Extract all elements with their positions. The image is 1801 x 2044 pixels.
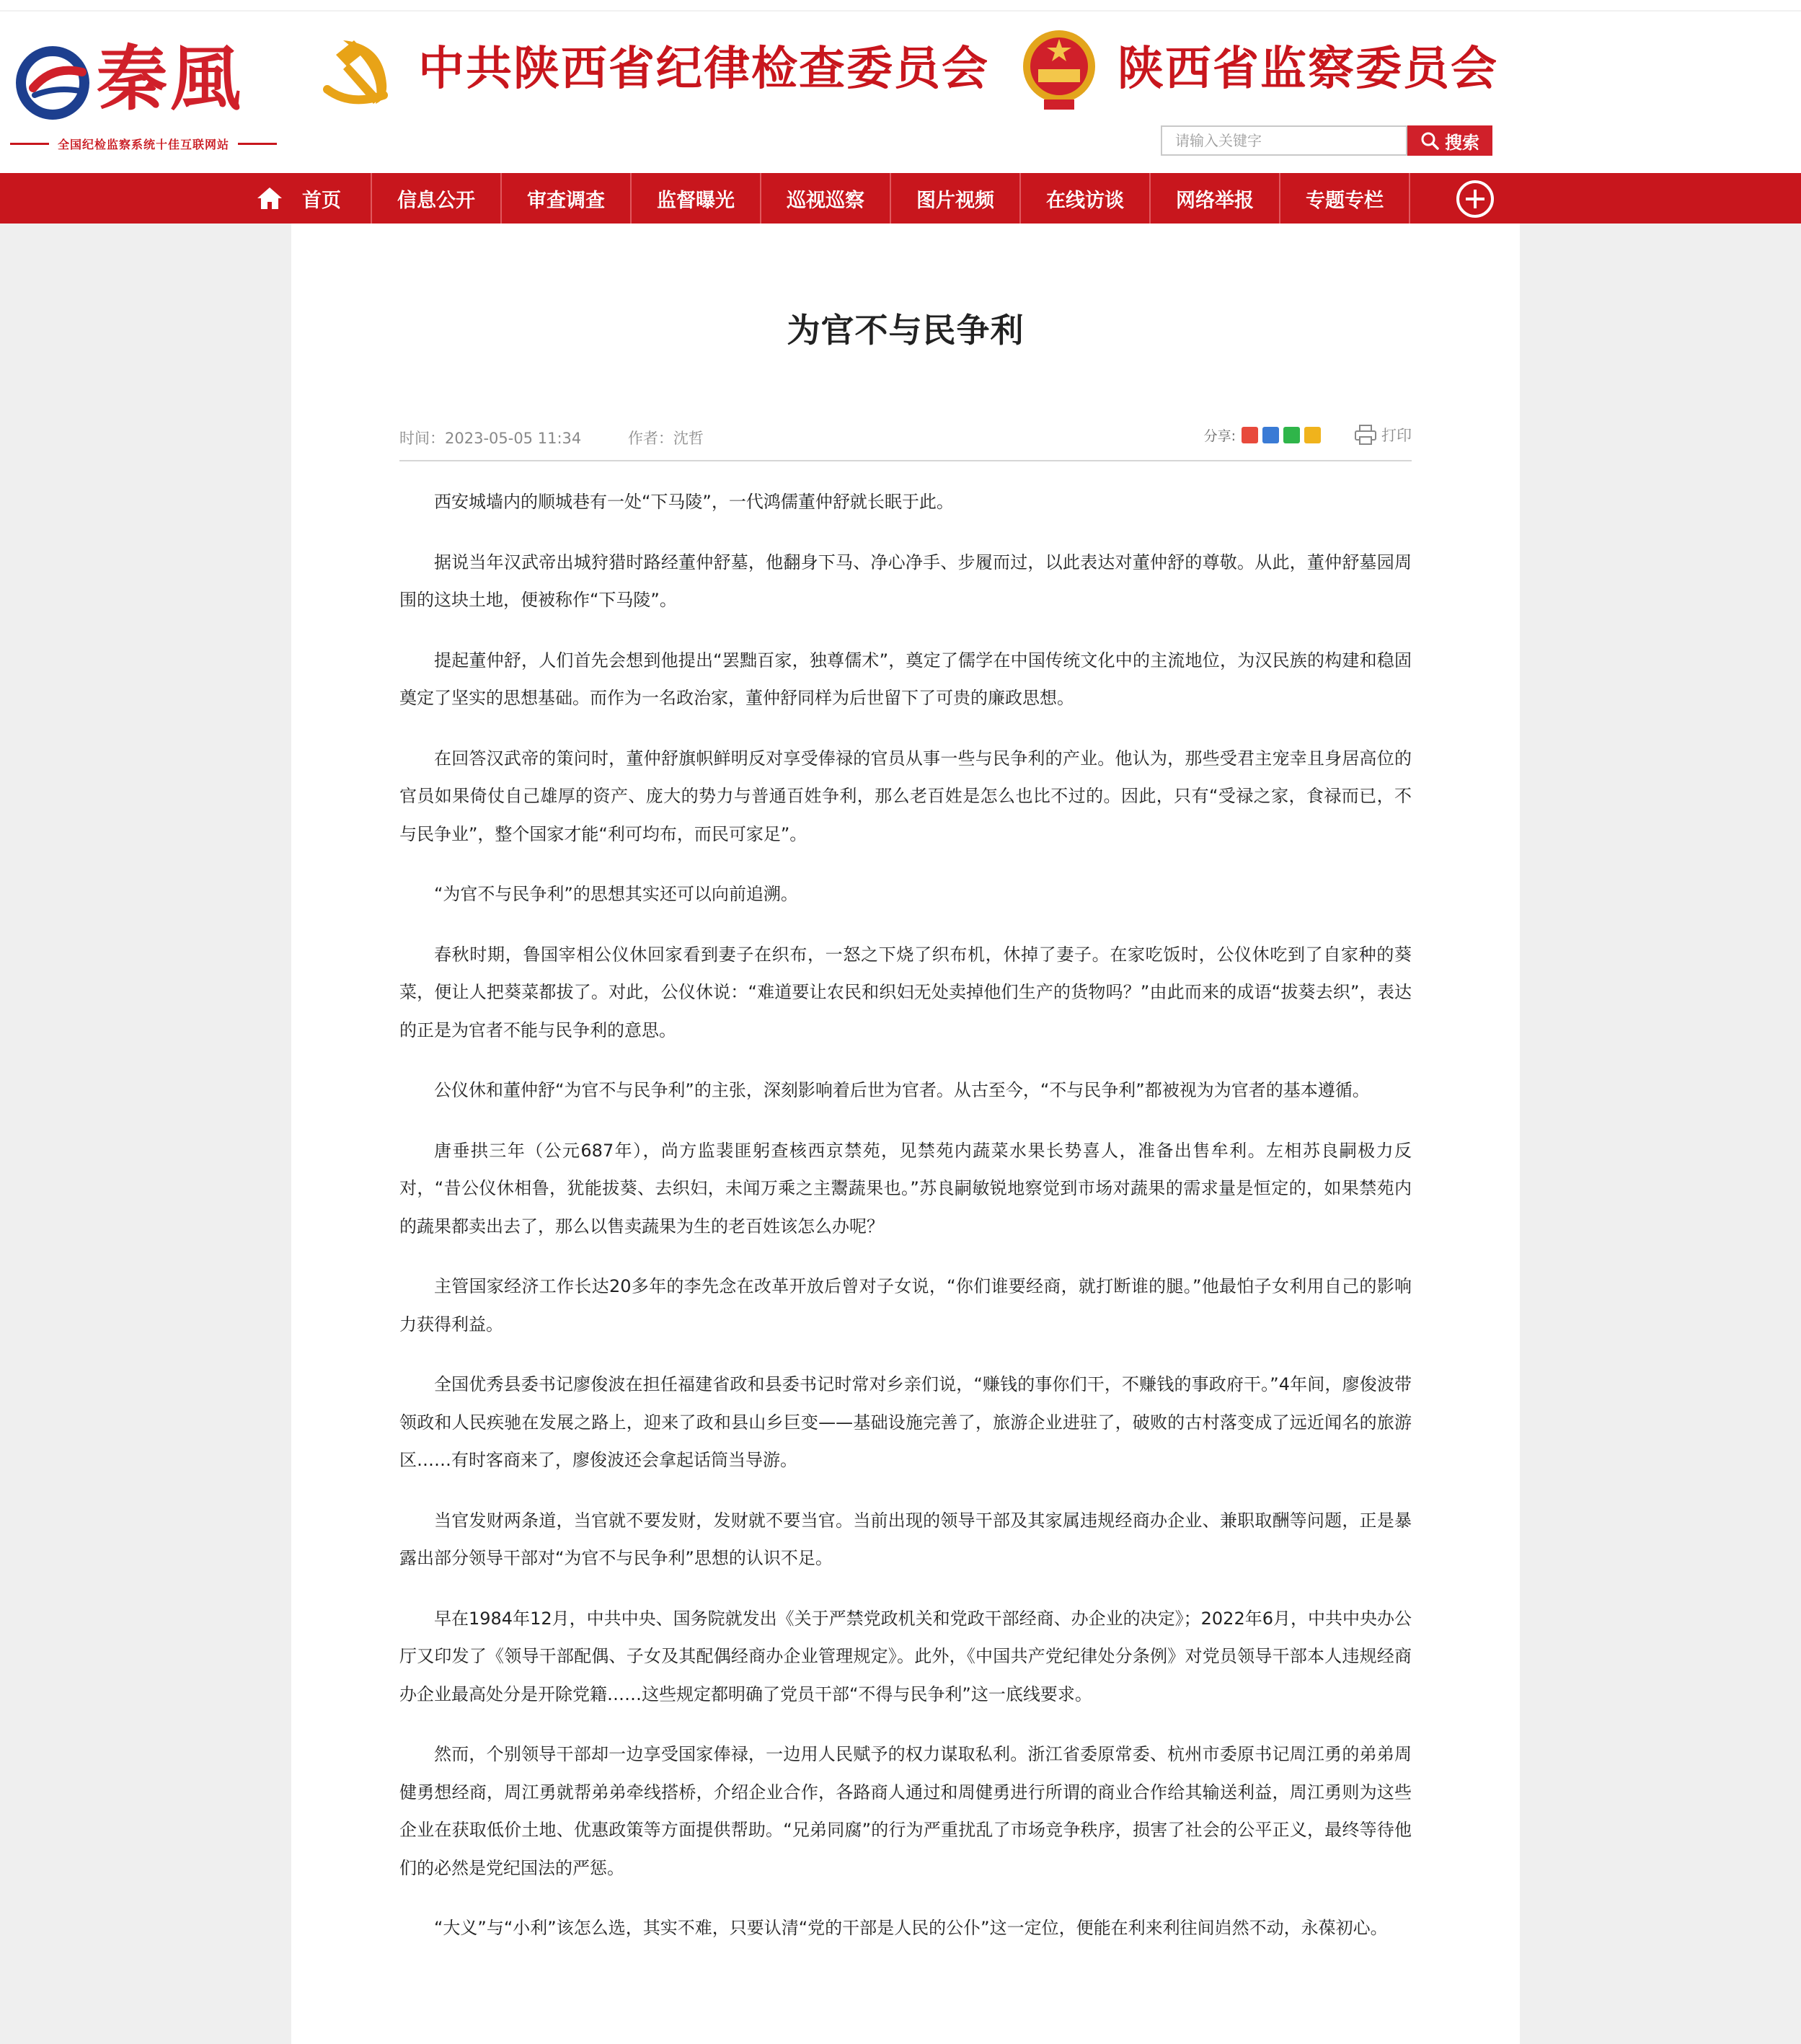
search-input[interactable] xyxy=(1161,125,1407,156)
nav-item-inspection-tour[interactable]: 巡视巡察 xyxy=(761,173,891,224)
article-body xyxy=(399,483,1412,1970)
article-title: 为官不与民争利 xyxy=(787,311,1025,350)
paragraph: 早在1984年12月，中共中央、国务院就发出《关于严禁党政机关和党政干部经商、办企业的决定》；2022年6月，中共中央办公厅又印发了《领导干部配偶、子女及其配偶经商办企业管理规定》。此外，《中国共产党纪律处分条例》对党员领导干部本人违规经商办企业最高处分是开除党籍……这些规定都明确了党员干部“不得与民争利”这一底线要求。 xyxy=(399,1608,1412,1704)
national-emblem-icon xyxy=(1019,25,1099,114)
party-emblem-icon xyxy=(314,26,401,112)
printer-icon xyxy=(1354,424,1377,446)
nav-item-online-report[interactable]: 网络举报 xyxy=(1151,173,1280,224)
site-header xyxy=(0,12,1801,173)
paragraph: “为官不与民争利”的思想其实还可以向前追溯。 xyxy=(434,884,798,904)
top-strip xyxy=(0,0,1801,12)
qq-share-icon[interactable] xyxy=(1262,427,1279,443)
paragraph: 公仪休和董仲舒“为官不与民争利”的主张，深刻影响着后世为官者。从古至今，“不与民争利”都被视为为官者的基本遵循。 xyxy=(434,1080,1370,1100)
nav-item-investigation[interactable]: 审查调查 xyxy=(502,173,632,224)
nav-item-supervision-exposure[interactable]: 监督曝光 xyxy=(632,173,761,224)
search-bar xyxy=(1161,125,1492,156)
weibo-share-icon[interactable] xyxy=(1242,427,1258,443)
nav-item-home[interactable]: 首页 xyxy=(226,173,372,224)
logo-subtitle: 全国纪检监察系统十佳互联网站 xyxy=(10,133,277,154)
paragraph: 西安城墙内的顺城巷有一处“下马陵”，一代鸿儒董仲舒就长眠于此。 xyxy=(434,492,954,512)
qzone-share-icon[interactable] xyxy=(1304,427,1321,443)
paragraph: 主管国家经济工作长达20多年的李先念在改革开放后曾对子女说，“你们谁要经商，就打断谁的腿。”他最怕子女利用自己的影响力获得利益。 xyxy=(399,1276,1412,1335)
article-author: 作者：沈哲 xyxy=(627,430,704,447)
more-plus-icon[interactable] xyxy=(1455,179,1495,219)
paragraph: “大义”与“小利”该怎么选，其实不难，只要认清“党的干部是人民的公仆”这一定位，便能在利来利往间岿然不动，永葆初心。 xyxy=(434,1918,1388,1938)
home-icon xyxy=(256,185,283,211)
logo-swirl-icon xyxy=(13,43,92,123)
print-button[interactable]: 打印 xyxy=(1354,424,1412,446)
paragraph: 当官发财两条道，当官就不要发财，发财就不要当官。当前出现的领导干部及其家属违规经商办企业、兼职取酬等问题，正是暴露出部分领导干部对“为官不与民争利”思想的认识不足。 xyxy=(399,1510,1412,1568)
nav-item-special-column[interactable]: 专题专栏 xyxy=(1280,173,1410,224)
wechat-share-icon[interactable] xyxy=(1283,427,1300,443)
article-meta xyxy=(399,418,1412,461)
paragraph: 全国优秀县委书记廖俊波在担任福建省政和县委书记时常对乡亲们说，“赚钱的事你们干，不赚钱的事政府干。”4年间，廖俊波带领政和人民疾驰在发展之路上，迎来了政和县山乡巨变——基础设施完善了，旅游企业进驻了，破败的古村落变成了远近闻名的旅游区……有时客商来了，廖俊波还会拿起话筒当导游。 xyxy=(399,1374,1412,1470)
org-title-supervision: 陕西省监察委员会 xyxy=(1118,42,1498,96)
main-nav xyxy=(0,173,1801,224)
nav-item-online-interview[interactable]: 在线访谈 xyxy=(1021,173,1151,224)
paragraph: 然而，个别领导干部却一边享受国家俸禄，一边用人民赋予的权力谋取私利。浙江省委原常委、杭州市委原书记周江勇的弟弟周健勇想经商，周江勇就帮弟弟牵线搭桥，介绍企业合作，各路商人通过和周健勇进行所谓的商业合作给其输送利益，周江勇则为这些企业在获取低价土地、优惠政策等方面提供帮助。“兄弟同腐”的行为严重扰乱了市场竞争秩序，损害了社会的公平正义，最终等待他们的必然是党纪国法的严惩。 xyxy=(399,1744,1412,1878)
nav-item-photo-video[interactable]: 图片视频 xyxy=(891,173,1021,224)
site-logo[interactable] xyxy=(10,30,270,153)
paragraph: 据说当年汉武帝出城狩猎时路经董仲舒墓，他翻身下马、净心净手、步履而过，以此表达对董仲舒的尊敬。从此，董仲舒墓园周围的这块土地，便被称作“下马陵”。 xyxy=(399,552,1412,610)
article-container xyxy=(291,224,1520,2044)
logo-wordmark: 秦風 xyxy=(97,37,244,120)
paragraph: 提起董仲舒，人们首先会想到他提出“罢黜百家，独尊儒术”，奠定了儒学在中国传统文化中的主流地位，为汉民族的构建和稳固奠定了坚实的思想基础。而作为一名政治家，董仲舒同样为后世留下了可贵的廉政思想。 xyxy=(399,650,1412,708)
publish-time: 时间：2023-05-05 11:34 xyxy=(399,430,582,447)
paragraph: 唐垂拱三年（公元687年），尚方监裴匪躬查核西京禁苑，见禁苑内蔬菜水果长势喜人，准备出售牟利。左相苏良嗣极力反对，“昔公仪休相鲁，犹能拔葵、去织妇，未闻万乘之主鬻蔬果也。”苏良嗣敏锐地察觉到市场对蔬果的需求量是恒定的，如果禁苑内的蔬果都卖出去了，那么以售卖蔬果为生的老百姓该怎么办呢？ xyxy=(399,1140,1412,1236)
share-buttons xyxy=(1242,427,1321,443)
nav-item-info-disclosure[interactable]: 信息公开 xyxy=(372,173,502,224)
search-icon xyxy=(1420,131,1439,150)
paragraph: 在回答汉武帝的策问时，董仲舒旗帜鲜明反对享受俸禄的官员从事一些与民争利的产业。他认为，那些受君主宠幸且身居高位的官员如果倚仗自己雄厚的资产、庞大的势力与普通百姓争利，那么老百姓是怎么也比不过的。因此，只有“受禄之家，食禄而已，不与民争业”，整个国家才能“利可均布，而民可家足”。 xyxy=(399,748,1412,844)
paragraph: 春秋时期，鲁国宰相公仪休回家看到妻子在织布，一怒之下烧了织布机，休掉了妻子。在家吃饭时，公仪休吃到了自家种的葵菜，便让人把葵菜都拔了。对此，公仪休说：“难道要让农民和织妇无处卖掉他们生产的货物吗？”由此而来的成语“拔葵去织”，表达的正是为官者不能与民争利的意思。 xyxy=(399,944,1412,1040)
org-title-cpc: 中共陕西省纪律检查委员会 xyxy=(418,42,989,96)
search-button[interactable]: 搜索 xyxy=(1407,125,1492,156)
share-label: 分享: xyxy=(1203,428,1236,444)
